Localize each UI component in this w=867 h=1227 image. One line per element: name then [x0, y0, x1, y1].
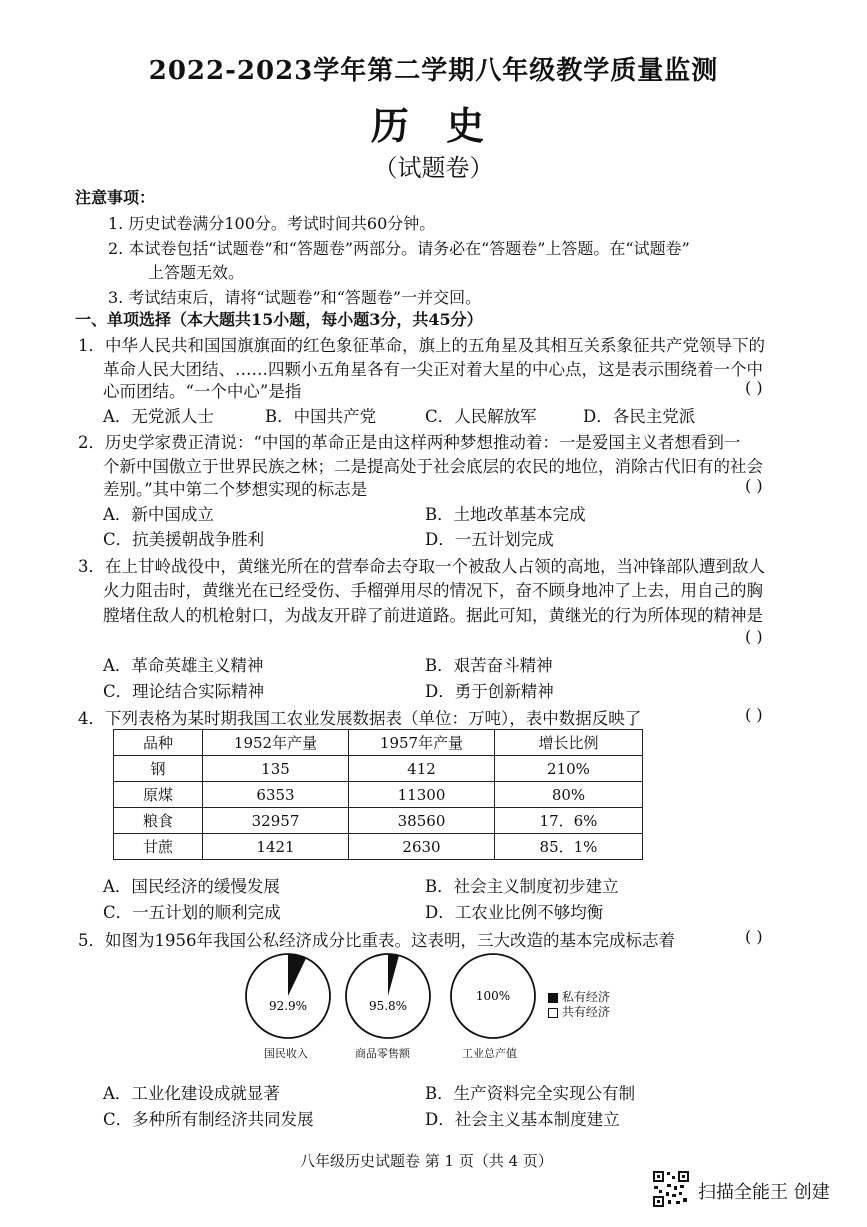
pie-label: 国民收入 [264, 1047, 308, 1060]
section-heading: 一、单项选择（本大题共15小题，每小题3分，共45分） [75, 310, 483, 329]
table-cell: 80% [495, 782, 643, 808]
table-row [114, 782, 643, 808]
table-header-cell: 品种 [114, 730, 203, 756]
table-cell: 甘蔗 [114, 834, 203, 860]
option-a: A．革命英雄主义精神 [103, 656, 264, 675]
option-d: D．社会主义基本制度建立 [425, 1110, 620, 1129]
question-3-line: 3．在上甘岭战役中，黄继光所在的营奉命去夺取一个被敌人占领的高地，当冲锋部队遭到敌人 [78, 557, 765, 576]
pie-label: 商品零售额 [355, 1047, 410, 1060]
answer-blank: ( ) [745, 476, 763, 495]
option-d: D．工农业比例不够均衡 [425, 903, 604, 922]
pie-value-label: 95.8% [368, 999, 408, 1013]
pie-value-label: 100% [475, 989, 511, 1003]
option-c: C．抗美援朝战争胜利 [103, 530, 265, 549]
table-header-cell: 增长比例 [495, 730, 643, 756]
table-header-cell: 1952年产量 [203, 730, 349, 756]
table-header-cell: 1957年产量 [349, 730, 495, 756]
answer-blank: ( ) [745, 705, 763, 724]
question-1-line: 1．中华人民共和国国旗旗面的红色象征革命，旗上的五角星及其相互关系象征共产党领导下的 [78, 336, 765, 355]
option-a: A．工业化建设成就显著 [103, 1084, 280, 1103]
table-cell: 6353 [203, 782, 349, 808]
legend-label: 共有经济 [561, 1005, 610, 1019]
table-cell: 32957 [203, 808, 349, 834]
page-footer: 八年级历史试题卷 第 1 页（共 4 页） [300, 1152, 553, 1170]
notes-item: 1. 历史试卷满分100分。考试时间共60分钟。 [108, 214, 436, 233]
table-row [114, 756, 643, 782]
table-cell: 钢 [114, 756, 203, 782]
scanner-brand: 扫描全能王 创建 [698, 1182, 830, 1203]
table-cell: 135 [203, 756, 349, 782]
subject-title: 历 史 [370, 103, 497, 148]
production-table [113, 729, 643, 860]
legend-label: 私有经济 [561, 990, 610, 1004]
option-d: D．各民主党派 [583, 407, 696, 426]
table-header-row [114, 730, 643, 756]
question-2-line: 2．历史学家费正清说：“中国的革命正是由这样两种梦想推动着：一是爱国主义者想看到一 [78, 433, 741, 452]
legend-public [548, 1003, 610, 1020]
table-row [114, 808, 643, 834]
question-2-line: 差别。”其中第二个梦想实现的标志是 [103, 480, 368, 499]
option-a: A．新中国成立 [103, 505, 214, 524]
option-c: C．多种所有制经济共同发展 [103, 1110, 314, 1129]
table-cell: 85．1% [495, 834, 643, 860]
legend-swatch-private [548, 993, 558, 1003]
question-1-line: 心而团结。“一个中心”是指 [103, 382, 302, 401]
qr-code-icon [652, 1170, 690, 1208]
option-a: A．无党派人士 [103, 407, 214, 426]
question-2-line: 个新中国傲立于世界民族之林；二是提高处于社会底层的农民的地位，消除古代旧有的社会 [103, 457, 763, 476]
option-a: A．国民经济的缓慢发展 [103, 877, 280, 896]
table-cell: 412 [349, 756, 495, 782]
table-cell: 2630 [349, 834, 495, 860]
option-c: C．人民解放军 [425, 407, 537, 426]
table-cell: 粮食 [114, 808, 203, 834]
paper-type: （试题卷） [373, 154, 494, 182]
option-b: B．社会主义制度初步建立 [425, 877, 619, 896]
table-cell: 210% [495, 756, 643, 782]
option-b: B．土地改革基本完成 [425, 505, 586, 524]
table-cell: 38560 [349, 808, 495, 834]
pie-label: 工业总产值 [462, 1047, 517, 1060]
question-4-line: 4．下列表格为某时期我国工农业发展数据表（单位：万吨），表中数据反映了 [78, 709, 642, 728]
table-cell: 17．6% [495, 808, 643, 834]
option-d: D．一五计划完成 [425, 530, 554, 549]
exam-title: 2022-2023学年第二学期八年级教学质量监测 [148, 56, 719, 86]
question-3-line: 膛堵住敌人的机枪射口，为战友开辟了前进道路。据此可知，黄继光的行为所体现的精神是 [103, 606, 763, 625]
answer-blank: ( ) [745, 927, 763, 946]
answer-blank: ( ) [745, 627, 763, 646]
table-cell: 11300 [349, 782, 495, 808]
option-b: B．艰苦奋斗精神 [425, 656, 553, 675]
option-d: D．勇于创新精神 [425, 682, 554, 701]
question-3-line: 火力阻击时，黄继光在已经受伤、手榴弹用尽的情况下，奋不顾身地冲了上去，用自己的胸 [103, 581, 763, 600]
notes-item: 3. 考试结束后，请将“试题卷”和“答题卷”一并交回。 [108, 288, 482, 307]
option-b: B．中国共产党 [265, 407, 377, 426]
question-5-line: 5．如图为1956年我国公私经济成分比重表。这表明，三大改造的基本完成标志着 [78, 931, 675, 950]
notes-item: 上答题无效。 [148, 263, 245, 282]
option-b: B．生产资料完全实现公有制 [425, 1084, 636, 1103]
option-c: C．一五计划的顺利完成 [103, 903, 281, 922]
table-cell: 原煤 [114, 782, 203, 808]
notes-heading: 注意事项： [75, 188, 156, 207]
notes-item: 2. 本试卷包括“试题卷”和“答题卷”两部分。请务必在“答题卷”上答题。在“试题卷” [108, 239, 690, 258]
table-cell: 1421 [203, 834, 349, 860]
answer-blank: ( ) [745, 378, 763, 397]
pie-value-label: 92.9% [268, 999, 308, 1013]
legend-swatch-public [548, 1008, 558, 1018]
question-1-line: 革命人民大团结、……四颗小五角星各有一尖正对着大星的中心点，这是表示围绕着一个中 [103, 360, 763, 379]
table-row [114, 834, 643, 860]
option-c: C．理论结合实际精神 [103, 682, 265, 701]
